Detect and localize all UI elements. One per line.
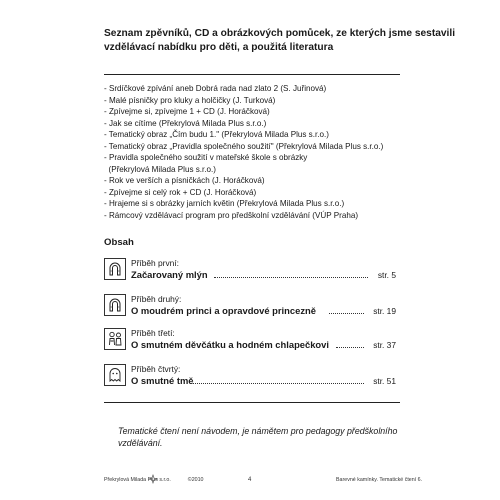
- toc-story-title[interactable]: O moudrém princi a opravdové princezně: [131, 305, 316, 316]
- footer-series: Barevné kamínky. Tematické čtení 6.: [336, 477, 423, 483]
- literature-item: (Překrylová Milada Plus s.r.o.): [104, 164, 216, 174]
- toc-story-label: Příběh čtvrtý:: [131, 364, 181, 374]
- toc-story-label: Příběh druhý:: [131, 294, 182, 304]
- toc-page-number: str. 5: [377, 270, 396, 280]
- toc-page-number: str. 51: [373, 376, 396, 386]
- toc-leader-dots: [214, 277, 368, 278]
- toc-entry-3[interactable]: [104, 326, 400, 362]
- literature-list: [104, 83, 404, 221]
- toc-page-number: str. 19: [373, 306, 396, 316]
- ghost-icon: [104, 364, 126, 386]
- literature-item: - Zpívejme si, zpívejme 1 + CD (J. Horáčková): [104, 107, 270, 116]
- footer-copyright: ©2010: [187, 477, 204, 483]
- toc-page-number: str. 37: [373, 340, 396, 350]
- literature-item: - Hrajeme si s obrázky jarních květin (Překrylová Milada Plus s.r.o.): [104, 199, 345, 208]
- publisher-logo-icon: [148, 474, 158, 484]
- literature-item: - Tematický obraz „Pravidla společného soužití" (Překrylová Milada Plus s.r.o.): [104, 141, 384, 151]
- literature-item: - Pravidla společného soužití v mateřské škole s obrázky: [104, 153, 308, 162]
- toc-story-label: Příběh první:: [131, 258, 179, 268]
- toc-entry-2[interactable]: [104, 292, 400, 328]
- literature-item: - Jak se cítíme (Překrylová Milada Plus s.r.o.): [104, 118, 267, 128]
- literature-item: - Tematický obraz „Čím budu 1." (Překrylová Milada Plus s.r.o.): [104, 130, 329, 139]
- toc-entry-1[interactable]: [104, 256, 400, 292]
- toc-story-title[interactable]: O smutné tmě: [131, 375, 194, 386]
- footer-publisher-name: Překrylová Milada Plus s.r.o.: [104, 477, 171, 483]
- literature-item: - Srdíčkové zpívání aneb Dobrá rada nad zlato 2 (S. Juřinová): [104, 84, 327, 93]
- toc-story-title[interactable]: Začarovaný mlýn: [131, 269, 208, 280]
- literature-item: - Malé písničky pro kluky a holčičky (J. Turková): [104, 95, 276, 105]
- horseshoe-icon: [104, 258, 126, 280]
- divider: [104, 74, 400, 75]
- section-heading: Seznam zpěvníků, CD a obrázkových pomůcek, ze kterých jsme sestavili: [104, 28, 456, 39]
- children-icon: [104, 328, 126, 350]
- toc-leader-dots: [336, 347, 364, 348]
- literature-item: - Rámcový vzdělávací program pro předškolní vzdělávání (VÚP Praha): [104, 210, 359, 220]
- note-text: Tematické čtení není návodem, je námětem pro pedagogy předškolního vzdělávání.: [118, 426, 398, 448]
- literature-item: - Zpívejme si celý rok + CD (J. Horáčková): [104, 187, 257, 197]
- section-heading-continued: vzdělávací nabídku pro děti, a použitá literatura: [104, 42, 334, 53]
- page-number: 4: [248, 477, 252, 483]
- toc-leader-dots: [329, 313, 364, 314]
- toc-story-label: Příběh třetí:: [131, 328, 175, 338]
- literature-item: - Rok ve verších a písničkách (J. Horáčková): [104, 176, 265, 185]
- divider: [104, 402, 400, 403]
- toc-entry-4[interactable]: [104, 362, 400, 398]
- contents-title: Obsah: [104, 237, 134, 248]
- horseshoe-icon: [104, 294, 126, 316]
- toc-story-title[interactable]: O smutném děvčátku a hodném chlapečkovi: [131, 339, 329, 350]
- toc-leader-dots: [190, 383, 364, 384]
